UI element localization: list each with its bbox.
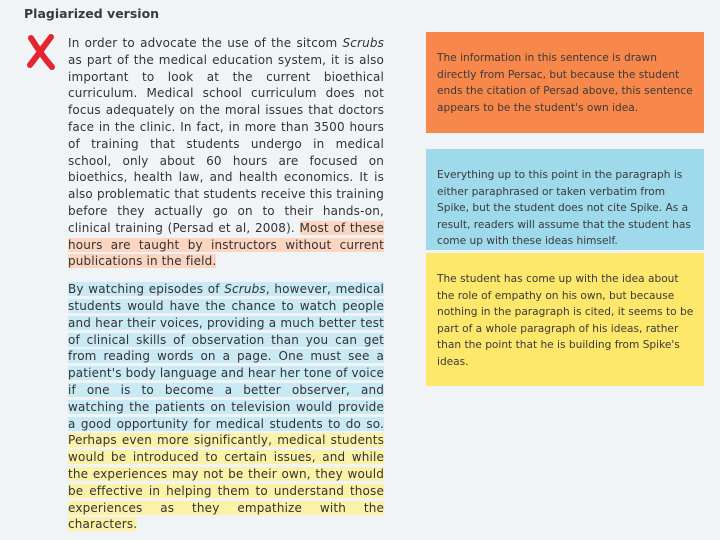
highlight-blue: , however, medical students would have the chance to watch people and hear their voices, providing a much better test of clinical skills of observation than you can get from reading words on a page. One must see a patient's body language and hear her tone of voice if one is to become a better observer, and watching the patients on television would provide a good opportunity for medical students to do so. (68, 282, 384, 431)
essay-paragraph-2 (68, 281, 384, 533)
highlight-orange: Most of these hours are taught by instructors without current publications in the field. (68, 220, 384, 269)
highlight-blue: By watching episodes of (68, 282, 225, 297)
annotation-box-blue: Everything up to this point in the paragraph is either paraphrased or taken verbatim from Spike, but the student does not cite Spike. As a result, readers will assume that the student has come up with these ideas himself. (426, 149, 704, 250)
annotation-box-orange: The information in this sentence is drawn directly from Persac, but because the student ends the citation of Persad above, this sentence appears to be the student's own idea. (426, 32, 704, 133)
page-title: Plagiarized version (24, 6, 160, 21)
highlight-blue-italic: Scrubs (224, 282, 266, 297)
essay-text-italic: Scrubs (342, 36, 384, 50)
annotation-column (426, 32, 704, 386)
essay-text (68, 35, 384, 533)
essay-paragraph-1 (68, 35, 384, 270)
highlight-yellow: Perhaps even more significantly, medical students would be introduced to certain issues, and while the experiences may not be their own, they would be effective in helping them to understand those experiences as they empathize with the characters. (68, 433, 384, 532)
annotation-box-yellow: The student has come up with the idea about the role of empathy on his own, but because nothing in the paragraph is cited, it seems to be part of a whole paragraph of his ideas, rather than the point that he is building from Spike's ideas. (426, 253, 704, 386)
essay-text-plain: In order to advocate the use of the sitcom (68, 36, 343, 50)
red-x-icon (26, 34, 56, 70)
essay-text-plain: as part of the medical education system, it is also important to look at the current bioethical curriculum. Medical school curriculum does not focus adequately on the moral issues that doctors face in the clinic. In fact, in more than 3500 hours of training that students undergo in medical school, only about 60 hours are focused on bioethics, health law, and health economics. It is also problematic that students receive this training before they actually go on to their hands-on, clinical training (Persad et al, 2008). (68, 52, 384, 235)
